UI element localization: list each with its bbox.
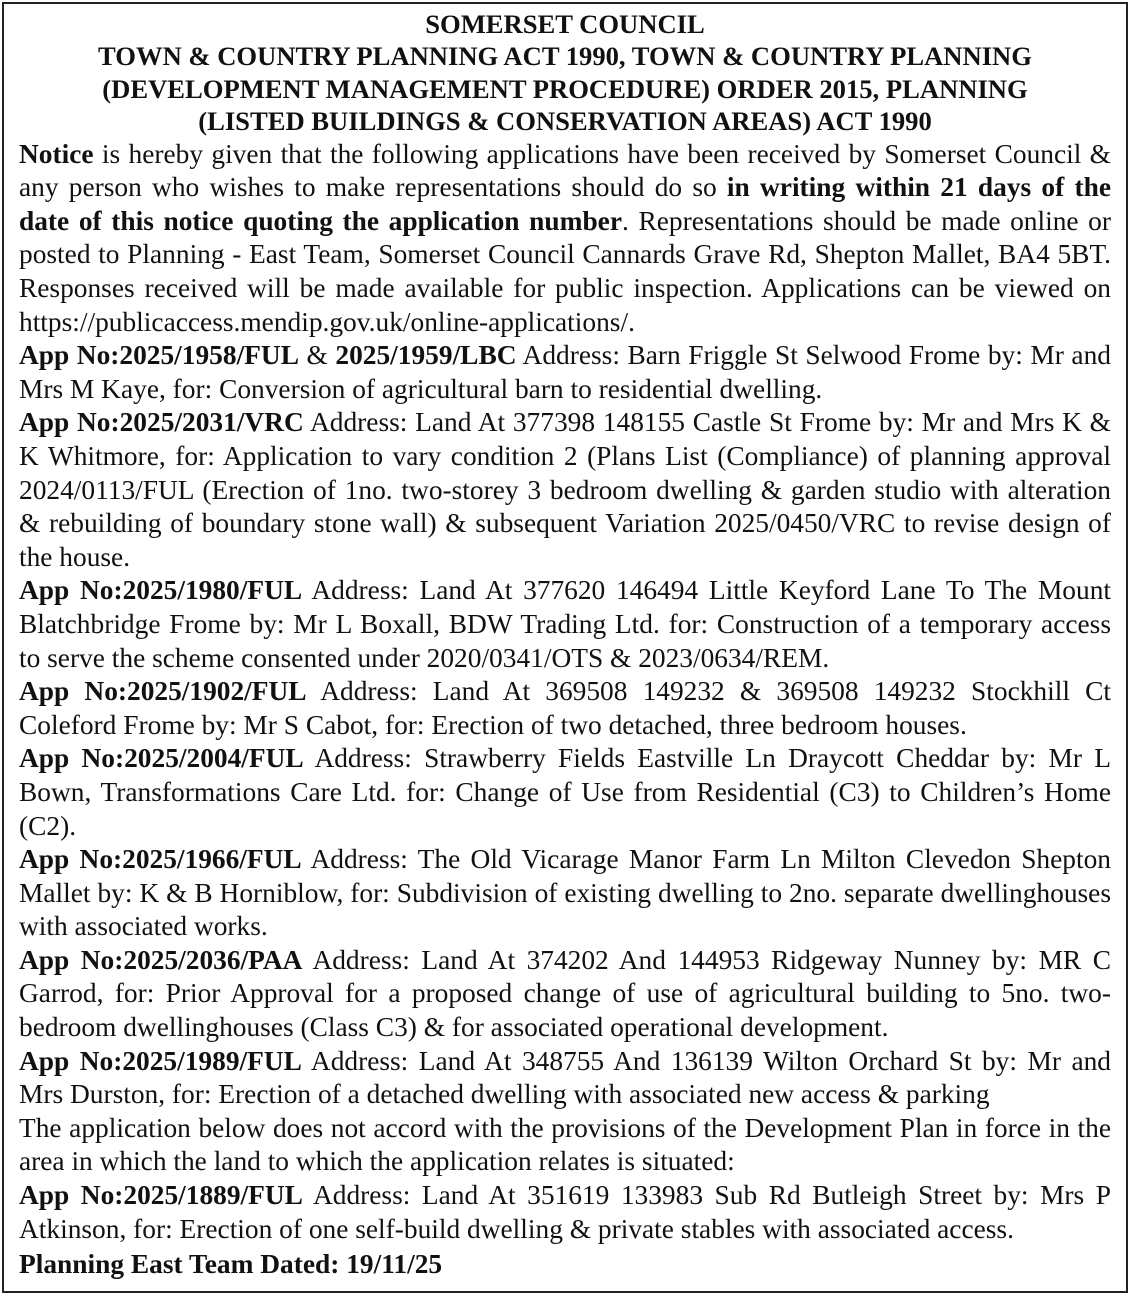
departure-application-entry (19, 1179, 1111, 1246)
application-ref: App No:2025/2004/FUL (19, 743, 304, 774)
application-entry (19, 742, 1111, 843)
application-ref: App No:2025/1989/FUL (19, 1045, 302, 1076)
application-ref-joiner: & (298, 340, 336, 371)
application-entry (19, 406, 1111, 574)
notice-heading (19, 8, 1111, 138)
application-ref: App No:2025/2031/VRC (19, 407, 304, 438)
heading-council: SOMERSET COUNCIL (425, 9, 705, 39)
planning-notice (2, 2, 1128, 1293)
heading-act-line-2: (DEVELOPMENT MANAGEMENT PROCEDURE) ORDER 2015, PLANNING (102, 73, 1028, 104)
application-ref: App No:2025/1889/FUL (19, 1180, 303, 1211)
departure-note: The application below does not accord with the provisions of the Development Plan in force in the area in which the land to which the application relates is situated: (19, 1112, 1111, 1177)
application-details: Address: Land At 369508 149232 & 369508 149232 Stockhill Ct Coleford Frome by: Mr S Cabot, for: Erection of two detached, three bedroom houses. (19, 676, 1111, 740)
application-ref: App No:2025/2036/PAA (19, 944, 303, 975)
application-ref: App No:2025/1966/FUL (19, 844, 302, 875)
application-entry (19, 339, 1111, 406)
application-entry (19, 675, 1111, 742)
intro-lead: Notice (19, 138, 94, 169)
application-entry (19, 944, 1111, 1045)
heading-act-line-1: TOWN & COUNTRY PLANNING ACT 1990, TOWN & COUNTRY PLANNING (98, 41, 1032, 72)
application-details: Address: The Old Vicarage Manor Farm Ln Milton Clevedon Shepton Mallet by: K & B Horniblow, for: Subdivision of existing dwelling to 2no. separate dwellinghouses with associated works. (19, 844, 1111, 942)
application-ref: App No:2025/1980/FUL (19, 575, 303, 606)
application-entry (19, 1045, 1111, 1112)
application-details: Address: Land At 374202 And 144953 Ridgeway Nunney by: MR C Garrod, for: Prior Approval for a proposed change of use of agricultural building to 5no. two-bedroom dwellinghouses (Class C3) & for associated operational development. (19, 944, 1111, 1043)
application-details: Address: Land At 377398 148155 Castle St Frome by: Mr and Mrs K & K Whitmore, for: Application to vary condition 2 (Plans List (Compliance) of planning approval 2024/0113/FUL (Erection of 1no. two-storey 3 bedroom dwelling & garden studio with alteration & rebuilding of boundary stone wall) & subsequent Variation 2025/0450/VRC to revise design of the house. (19, 407, 1111, 572)
heading-act-line-3: (LISTED BUILDINGS & CONSERVATION AREAS) ACT 1990 (198, 106, 932, 137)
application-ref: App No:2025/1902/FUL (19, 676, 307, 707)
application-ref-2: 2025/1959/LBC (335, 340, 517, 371)
application-ref: App No:2025/1958/FUL (19, 340, 299, 371)
application-entry (19, 843, 1111, 944)
notice-dated-footer: Planning East Team Dated: 19/11/25 (19, 1249, 443, 1280)
application-details: Address: Strawberry Fields Eastville Ln Draycott Cheddar by: Mr L Bown, Transformations Care Ltd. for: Change of Use from Residential (C3) to Children’s Home (C2). (19, 743, 1111, 841)
application-details: Address: Land At 351619 133983 Sub Rd Butleigh Street by: Mrs P Atkinson, for: Erection of one self-build dwelling & private stables with associated access. (19, 1180, 1111, 1244)
intro-text-2: . Representations should be made online or posted to Planning - East Team, Somerset Council Cannards Grave Rd, Shepton Mallet, BA4 5BT. Responses received will be made available for public inspection. Applications can be viewed on https://publicaccess.mendip.gov.uk/online-applications/. (19, 205, 1111, 337)
application-entry (19, 574, 1111, 675)
intro-deadline: in writing within 21 days of the date of this notice quoting the application number (19, 172, 1111, 236)
intro-text-1: is hereby given that the following applications have been received by Somerset Council & any person who wishes to make representations should do so (19, 138, 1111, 203)
intro-paragraph (19, 138, 1111, 340)
application-details: Address: Land At 377620 146494 Little Keyford Lane To The Mount Blatchbridge Frome by: Mr L Boxall, BDW Trading Ltd. for: Construction of a temporary access to serve the scheme consented under 2020/0341/OTS & 2023/0634/REM. (19, 575, 1111, 673)
application-details: Address: Land At 348755 And 136139 Wilton Orchard St by: Mr and Mrs Durston, for: Erection of a detached dwelling with associated new access & parking (19, 1045, 1112, 1110)
application-details: Address: Barn Friggle St Selwood Frome by: Mr and Mrs M Kaye, for: Conversion of agricultural barn to residential dwelling. (19, 340, 1111, 404)
